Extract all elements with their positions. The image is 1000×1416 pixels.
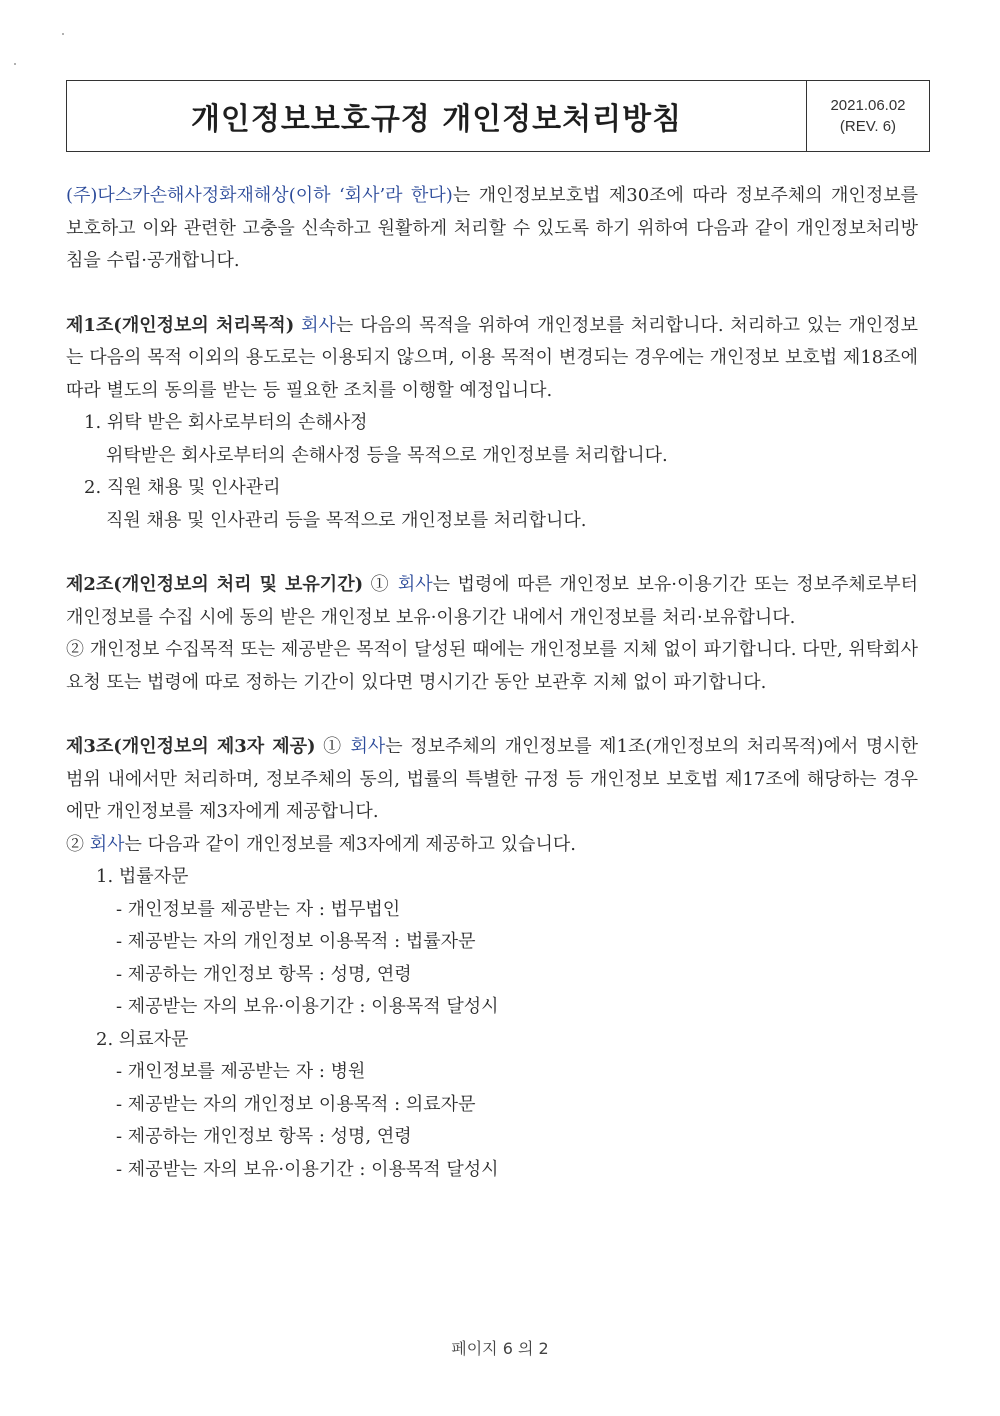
revision-box xyxy=(807,81,929,151)
article-3-item-detail: - 제공받는 자의 보유·이용기간 : 이용목적 달성시 xyxy=(116,996,499,1017)
article-3-heading: 제3조(개인정보의 제3자 제공) xyxy=(66,736,316,757)
company-ref: 회사 xyxy=(350,736,386,757)
page-number: 페이지 6 의 2 xyxy=(451,1339,549,1358)
article-1-paragraph xyxy=(66,310,918,408)
article-3-item-title: 2. 의료자문 xyxy=(96,1028,189,1050)
article-3-paragraph xyxy=(66,731,918,829)
intro-text: 는 개인정보보호법 제30조에 따라 정보주체의 개인정보를 보호하고 이와 관련한 고충을 신속하고 원활하게 처리할 수 있도록 하기 위하여 다음과 같이 개인정보처리방침을 수립·공개합니다. xyxy=(66,185,918,271)
scan-speck xyxy=(14,63,16,65)
article-3-item-detail: - 제공받는 자의 보유·이용기간 : 이용목적 달성시 xyxy=(116,1158,499,1180)
article-1-item-desc: 직원 채용 및 인사관리 등을 목적으로 개인정보를 처리합니다. xyxy=(106,509,587,531)
article-3-item-title: 1. 법률자문 xyxy=(96,866,189,887)
article-1-text: 는 다음의 목적을 위하여 개인정보를 처리합니다. 처리하고 있는 개인정보는 다음의 목적 이외의 용도로는 이용되지 않으며, 이용 목적이 변경되는 경우에는 개인정보 보호법 제18조에 따라 별도의 동의를 받는 등 필요한 조치를 이행할 예정입니다. xyxy=(66,314,918,401)
article-2-num: ① xyxy=(363,574,398,595)
article-3-item-detail: - 제공받는 자의 개인정보 이용목적 : 의료자문 xyxy=(116,1093,476,1115)
document-body xyxy=(66,180,918,1186)
revision-date: 2021.06.02 xyxy=(830,97,906,114)
article-3-paragraph-2 xyxy=(66,829,918,862)
company-name: (주)다스카손해사정화재해상(이하 ‘회사’라 한다) xyxy=(66,185,453,206)
article-1-item-title: 1. 위탁 받은 회사로부터의 손해사정 xyxy=(84,412,368,433)
article-3-text-2: 는 다음과 같이 개인정보를 제3자에게 제공하고 있습니다. xyxy=(124,833,576,855)
article-3-num: ① xyxy=(315,736,351,757)
article-2-paragraph xyxy=(66,569,918,634)
company-ref: 회사 xyxy=(301,314,336,336)
article-3-item-detail: - 개인정보를 제공받는 자 : 법무법인 xyxy=(116,898,401,920)
company-ref: 회사 xyxy=(397,574,433,595)
article-3-num-2: ② xyxy=(66,833,90,855)
article-1-item-desc: 위탁받은 회사로부터의 손해사정 등을 목적으로 개인정보를 처리합니다. xyxy=(106,444,668,466)
article-2-text: 는 법령에 따른 개인정보 보유·이용기간 또는 정보주체로부터 개인정보를 수집 시에 동의 받은 개인정보 보유·이용기간 내에서 개인정보를 처리·보유합니다. xyxy=(66,574,918,628)
article-3-item-detail: - 제공하는 개인정보 항목 : 성명, 연령 xyxy=(116,1126,412,1147)
revision-number: (REV. 6) xyxy=(839,118,897,135)
document-title: 개인정보보호규정 개인정보처리방침 xyxy=(67,81,807,151)
article-3-item-detail: - 제공받는 자의 개인정보 이용목적 : 법률자문 xyxy=(116,931,476,952)
article-3-item-detail: - 개인정보를 제공받는 자 : 병원 xyxy=(116,1061,366,1082)
article-1-item-title: 2. 직원 채용 및 인사관리 xyxy=(84,477,281,498)
intro-paragraph xyxy=(66,180,918,278)
article-3-text: 는 정보주체의 개인정보를 제1조(개인정보의 처리목적)에서 명시한 범위 내에서만 처리하며, 정보주체의 동의, 법률의 특별한 규정 등 개인정보 보호법 제17조에 해당하는 경우에만 개인정보를 제3자에게 제공합니다. xyxy=(66,736,918,822)
article-3-item-detail: - 제공하는 개인정보 항목 : 성명, 연령 xyxy=(116,963,412,985)
article-2-paragraph-2: ② 개인정보 수집목적 또는 제공받은 목적이 달성된 때에는 개인정보를 지체 없이 파기합니다. 다만, 위탁회사 요청 또는 법령에 따로 정하는 기간이 있다면 명시기간 동안 보관후 지체 없이 파기합니다. xyxy=(66,639,918,693)
scan-speck xyxy=(62,33,64,35)
document-header xyxy=(66,80,930,152)
article-2-heading: 제2조(개인정보의 처리 및 보유기간) xyxy=(66,574,364,595)
article-1-heading: 제1조(개인정보의 처리목적) xyxy=(66,314,295,336)
company-ref: 회사 xyxy=(89,833,125,855)
